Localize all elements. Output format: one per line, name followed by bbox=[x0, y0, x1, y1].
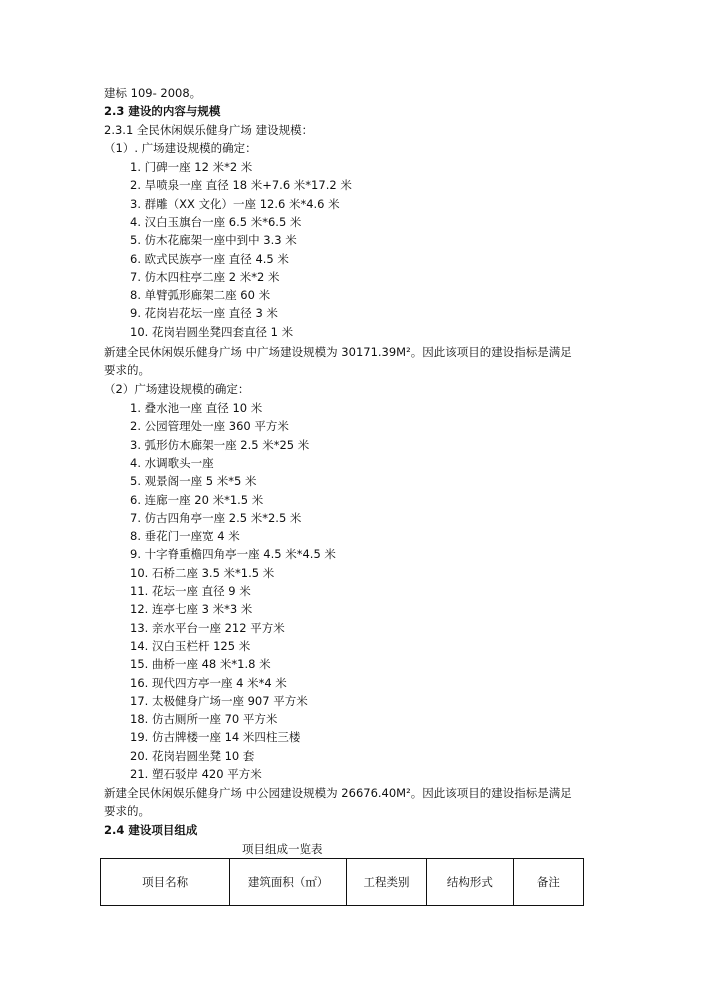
part1-summary: 新建全民休闲娱乐健身广场 中广场建设规模为 30171.39M²。因此该项目的建设指标是满足 bbox=[104, 345, 572, 359]
table-header-cell: 工程类别 bbox=[347, 859, 427, 906]
list-item: 17. 太极健身广场一座 907 平方米 bbox=[130, 693, 308, 708]
list-item: 16. 现代四方亭一座 4 米*4 米 bbox=[130, 675, 287, 690]
part2-summary-cont: 要求的。 bbox=[104, 804, 150, 818]
table-header-cell: 结构形式 bbox=[426, 859, 513, 906]
list-item: 9. 十字脊重檐四角亭一座 4.5 米*4.5 米 bbox=[130, 547, 336, 562]
table-header-cell: 建筑面积（㎡） bbox=[230, 859, 347, 906]
part2-summary: 新建全民休闲娱乐健身广场 中公园建设规模为 26676.40M²。因此该项目的建设指标是满足 bbox=[104, 786, 572, 800]
list-item: 6. 连廊一座 20 米*1.5 米 bbox=[130, 492, 264, 507]
list-item: 10. 花岗岩圆坐凳四套直径 1 米 bbox=[130, 324, 294, 339]
list-item: 2. 旱喷泉一座 直径 18 米+7.6 米*17.2 米 bbox=[130, 178, 352, 193]
standard-line: 建标 109- 2008。 bbox=[104, 86, 202, 100]
table-header-row bbox=[101, 859, 584, 906]
list-item: 5. 仿木花廊架一座中到中 3.3 米 bbox=[130, 233, 297, 248]
list-item: 19. 仿古牌楼一座 14 米四柱三楼 bbox=[130, 730, 301, 745]
list-item: 10. 石桥二座 3.5 米*1.5 米 bbox=[130, 565, 275, 580]
list-item: 8. 垂花门一座宽 4 米 bbox=[130, 529, 240, 544]
list-item: 1. 叠水池一座 直径 10 米 bbox=[130, 401, 263, 415]
list-item: 7. 仿木四柱亭二座 2 米*2 米 bbox=[130, 269, 280, 284]
list-item: 9. 花岗岩花坛一座 直径 3 米 bbox=[130, 306, 278, 321]
list-item: 6. 欧式民族亭一座 直径 4.5 米 bbox=[130, 251, 289, 266]
list-item: 2. 公园管理处一座 360 平方米 bbox=[130, 419, 289, 434]
list-item: 20. 花岗岩圆坐凳 10 套 bbox=[130, 748, 255, 763]
list-item: 4. 汉白玉旗台一座 6.5 米*6.5 米 bbox=[130, 214, 302, 229]
part1-summary-cont: 要求的。 bbox=[104, 363, 150, 377]
list-item: 5. 观景阁一座 5 米*5 米 bbox=[130, 474, 257, 489]
project-composition-table bbox=[100, 858, 584, 906]
section-2-3-heading: 2.3 建设的内容与规模 bbox=[104, 104, 221, 118]
list-item: 12. 连亭七座 3 米*3 米 bbox=[130, 602, 253, 617]
part2-heading: （2）广场建设规模的确定： bbox=[104, 382, 250, 396]
part1-heading: （1）. 广场建设规模的确定： bbox=[104, 141, 257, 155]
table-header-cell: 备注 bbox=[513, 859, 583, 906]
list-item: 15. 曲桥一座 48 米*1.8 米 bbox=[130, 657, 271, 672]
list-item: 18. 仿古厕所一座 70 平方米 bbox=[130, 712, 278, 727]
list-item: 14. 汉白玉栏杆 125 米 bbox=[130, 638, 251, 653]
table-header-cell: 项目名称 bbox=[101, 859, 230, 906]
table-caption: 项目组成一览表 bbox=[242, 842, 323, 856]
list-item: 1. 门碑一座 12 米*2 米 bbox=[130, 160, 253, 174]
list-item: 21. 塑石驳岸 420 平方米 bbox=[130, 767, 262, 781]
list-item: 3. 群雕（XX 文化）一座 12.6 米*4.6 米 bbox=[130, 196, 340, 211]
list-item: 13. 亲水平台一座 212 平方米 bbox=[130, 620, 285, 635]
list-item: 7. 仿古四角亭一座 2.5 米*2.5 米 bbox=[130, 510, 302, 525]
section-2-4-heading: 2.4 建设项目组成 bbox=[104, 823, 198, 837]
list-item: 3. 弧形仿木廊架一座 2.5 米*25 米 bbox=[130, 437, 310, 452]
list-item: 4. 水调歌头一座 bbox=[130, 455, 214, 470]
subsection-2-3-1: 2.3.1 全民休闲娱乐健身广场 建设规模： bbox=[104, 123, 314, 137]
list-item: 11. 花坛一座 直径 9 米 bbox=[130, 584, 251, 598]
list-item: 8. 单臂弧形廊架二座 60 米 bbox=[130, 288, 271, 303]
